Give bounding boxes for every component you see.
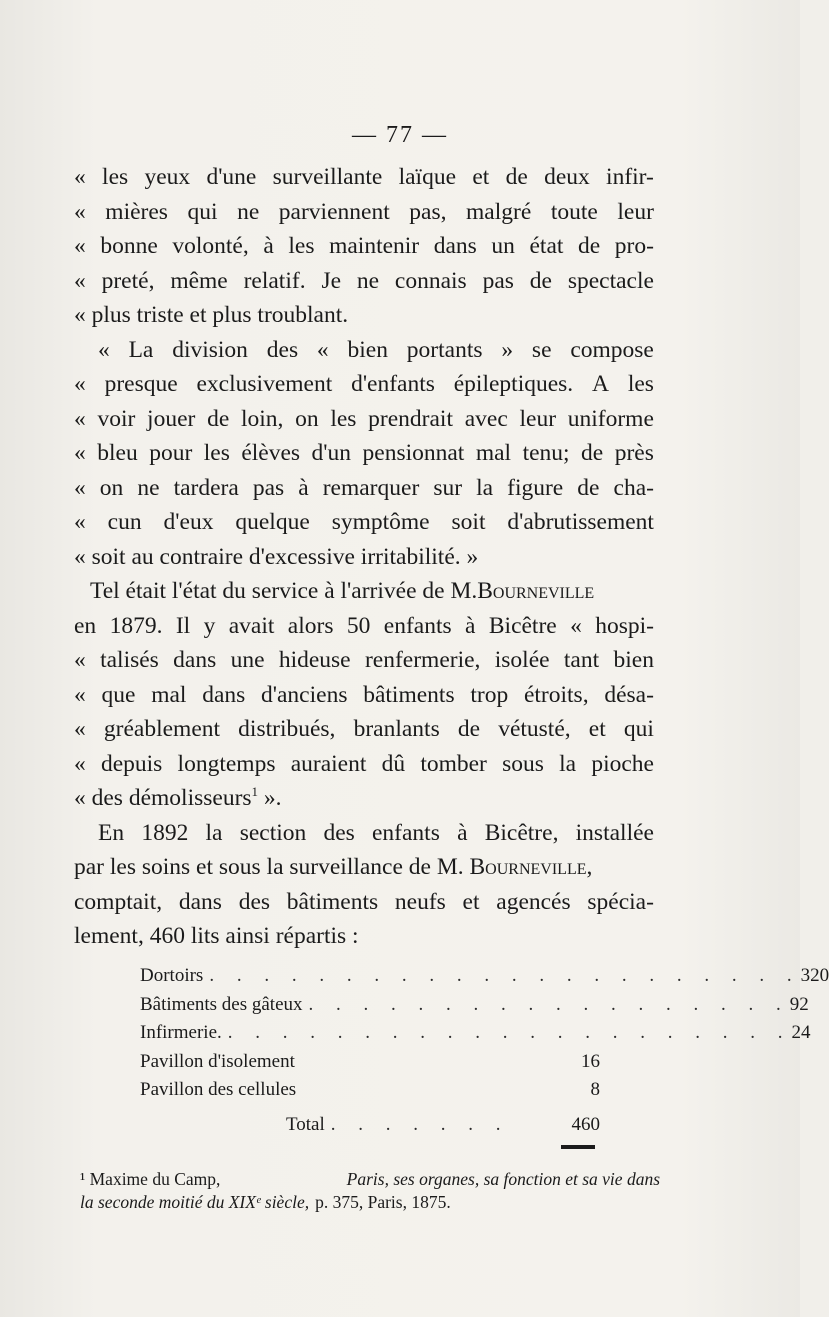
text-line: [74, 850, 654, 885]
word: des: [323, 819, 355, 846]
word: «: [74, 164, 86, 190]
text-line: [74, 609, 654, 644]
word: «: [74, 198, 86, 225]
word: La: [128, 336, 154, 363]
text-line: [74, 747, 654, 782]
word: soit: [451, 509, 486, 535]
row-label: Dortoirs: [140, 965, 204, 987]
table-row: [140, 962, 829, 991]
word: tardera: [173, 474, 239, 501]
word: d'abrutissement: [507, 509, 654, 535]
text-line: [74, 471, 654, 506]
word: connais: [394, 267, 467, 294]
word: voir: [97, 405, 136, 432]
word: distribués,: [238, 716, 336, 742]
word: «: [74, 509, 86, 535]
word: infir-: [606, 164, 654, 190]
word: 50: [346, 612, 371, 639]
word: longtemps: [177, 750, 276, 777]
text-line: [74, 264, 654, 299]
word: de: [529, 267, 552, 294]
word: la: [559, 750, 577, 777]
text-span: ¹ Maxime du Camp,: [80, 1169, 221, 1189]
word: prendrait: [368, 405, 453, 432]
word: «: [74, 681, 86, 708]
text-line: [74, 643, 654, 678]
word: «: [74, 233, 86, 259]
word: «: [74, 371, 86, 397]
row-label: Pavillon d'isolement: [140, 1050, 295, 1072]
word: ne: [356, 267, 380, 294]
text-span: p. 375, Paris, 1875.: [315, 1192, 451, 1212]
word: les: [288, 233, 315, 259]
word: gréablement: [103, 716, 221, 742]
word: leur: [617, 198, 654, 225]
word: étroits,: [523, 681, 589, 708]
word: bâtiments: [363, 681, 455, 708]
word: laïque: [398, 164, 457, 190]
row-label: Bâtiments des gâteux: [140, 993, 303, 1015]
word: enfants: [372, 819, 440, 846]
beds-table: [140, 962, 829, 1139]
word: pour: [149, 440, 193, 466]
word: pas: [252, 474, 285, 501]
text-line: [74, 195, 654, 230]
word: dans: [433, 233, 477, 259]
word: et: [588, 716, 606, 742]
text-line: [74, 678, 654, 713]
word: ne: [137, 474, 160, 501]
text-span: « soit au contraire d'excessive irritabilité. »: [74, 543, 479, 570]
text-line: [74, 781, 654, 816]
word: isolée: [494, 647, 550, 673]
word: toute: [550, 198, 598, 225]
text-line: [74, 436, 654, 471]
word: dû: [381, 750, 406, 777]
word: des: [266, 336, 299, 363]
word: enfants: [383, 612, 452, 639]
word: trop: [470, 681, 509, 708]
footnote-line: [80, 1168, 660, 1191]
word: vétusté,: [498, 716, 571, 742]
word: avait: [228, 612, 275, 639]
word: »: [501, 336, 514, 363]
leader-dots: . . . . . . . . . . . . . . . . . .: [308, 993, 790, 1015]
word: agencés: [496, 888, 571, 915]
table-row: [140, 1019, 811, 1048]
text-span: lement, 460 lits ainsi répartis :: [74, 923, 359, 949]
word: mières: [105, 198, 168, 225]
word: dans: [173, 647, 217, 673]
row-value: 8: [590, 1079, 600, 1101]
word: mal: [151, 681, 187, 708]
word: bleu: [97, 440, 138, 466]
word: talisés: [100, 647, 159, 673]
total-underline: [561, 1145, 595, 1149]
word: alors: [287, 612, 334, 639]
word: «: [74, 716, 86, 742]
word: d'enfants: [351, 371, 435, 397]
word: état: [529, 233, 564, 259]
text-line: [74, 540, 654, 575]
word: et: [472, 164, 490, 190]
page-number: — 77 —: [352, 122, 448, 148]
text-line: [74, 712, 654, 747]
word: 1892: [141, 819, 189, 846]
row-value: 24: [791, 1022, 811, 1044]
word: en: [74, 612, 97, 639]
word: tenu;: [522, 440, 570, 466]
word: Je: [321, 267, 342, 294]
word: ne: [237, 198, 260, 225]
word: à: [263, 233, 274, 259]
word: sur: [433, 474, 463, 501]
word: tomber: [420, 750, 487, 777]
word: loin,: [240, 405, 284, 432]
leader-dots: . . . . . . .: [330, 1113, 510, 1135]
text-line: [74, 574, 654, 609]
word: un: [491, 233, 515, 259]
word: renfermerie,: [364, 647, 481, 673]
word: des: [238, 888, 271, 915]
word: presque: [104, 371, 178, 397]
word: relatif.: [243, 267, 306, 294]
word: exclusivement: [196, 371, 333, 397]
word: comptait,: [74, 888, 163, 915]
word: Bicêtre,: [484, 819, 559, 846]
word: remarquer: [322, 474, 420, 501]
word: depuis: [100, 750, 163, 777]
word: pro-: [614, 233, 654, 259]
word: à: [465, 612, 476, 639]
footnote-line: [80, 1191, 660, 1214]
word: on: [295, 405, 319, 432]
word: installée: [575, 819, 654, 846]
word: bâtiments: [286, 888, 379, 915]
word: les: [627, 371, 654, 397]
word: une: [230, 647, 265, 673]
text-line: [74, 919, 654, 954]
word: et: [462, 888, 480, 915]
word: 1879.: [109, 612, 163, 639]
table-row: [140, 1076, 600, 1105]
word: branlants: [353, 716, 440, 742]
word: cun: [107, 509, 142, 535]
word: pas: [482, 267, 514, 294]
word: Bicêtre: [488, 612, 557, 639]
footnote: [80, 1168, 660, 1214]
word: maintenir: [329, 233, 420, 259]
word: désa-: [604, 681, 654, 708]
row-value: 320: [800, 965, 829, 987]
word: qui: [187, 198, 218, 225]
word: deux: [544, 164, 590, 190]
word: de: [457, 716, 481, 742]
table-row: [140, 1048, 600, 1077]
word: qui: [623, 716, 654, 742]
word: pioche: [591, 750, 654, 777]
footnote-ref: 1: [251, 784, 259, 800]
text-span: « plus triste et plus troublant.: [74, 302, 349, 328]
word: on: [99, 474, 124, 501]
word: malgré: [466, 198, 532, 225]
word: yeux: [144, 164, 191, 190]
text-span: « des démolisseurs: [74, 785, 252, 811]
word: de: [578, 233, 601, 259]
word: «: [570, 612, 582, 639]
word: division: [172, 336, 248, 363]
text-span: ».: [258, 785, 282, 811]
row-value: 92: [789, 993, 809, 1015]
word: épileptiques.: [453, 371, 574, 397]
word: Il: [175, 612, 191, 639]
word: d'eux: [163, 509, 214, 535]
word: bonne: [100, 233, 158, 259]
text-line: [74, 298, 654, 333]
word: que: [101, 681, 136, 708]
word: bien: [347, 336, 388, 363]
word: les: [330, 405, 357, 432]
word: «: [74, 474, 86, 501]
word: se: [531, 336, 552, 363]
word: dans: [202, 681, 246, 708]
word: leur: [519, 405, 557, 432]
word: dans: [178, 888, 222, 915]
word: spécia-: [587, 888, 654, 915]
word: «: [74, 750, 86, 777]
word: la: [476, 474, 494, 501]
row-label: Infirmerie.: [140, 1022, 222, 1044]
word: preté,: [101, 267, 155, 294]
word: de: [581, 440, 604, 466]
word: de: [505, 164, 528, 190]
word: symptôme: [331, 509, 430, 535]
text-line: [74, 333, 654, 368]
word: uniforme: [567, 405, 654, 432]
word: à: [457, 819, 468, 846]
leader-dots: . . . . . . . . . . . . . . . . . . . . . .: [209, 965, 801, 987]
text-span: ,: [586, 854, 593, 880]
word: «: [316, 336, 329, 363]
word: «: [98, 336, 110, 363]
word: à: [298, 474, 309, 501]
total-label: Total: [286, 1113, 325, 1135]
word: compose: [570, 336, 654, 363]
word: parviennent: [278, 198, 390, 225]
word: sous: [502, 750, 544, 777]
word: spectacle: [567, 267, 654, 294]
word: auraient: [290, 750, 367, 777]
row-label: Pavillon des cellules: [140, 1079, 297, 1101]
word: de: [577, 474, 600, 501]
word: hideuse: [278, 647, 351, 673]
word: les: [102, 164, 129, 190]
word: d'un: [311, 440, 352, 466]
table-row: [140, 991, 809, 1020]
word: y: [203, 612, 216, 639]
word: hospi-: [595, 612, 654, 639]
leader-dots: . . . . . . . . . . . . . . . . . . . . .: [227, 1022, 792, 1044]
book-title: Paris, ses organes, sa fonction et sa vie dans: [346, 1169, 660, 1189]
word: pensionnat: [362, 440, 465, 466]
word: d'anciens: [261, 681, 348, 708]
word: «: [74, 405, 86, 432]
word: mal: [475, 440, 512, 466]
text-span: Tel était l'état du service à l'arrivée de M.: [90, 578, 478, 604]
text-line: [74, 816, 654, 851]
word: pas,: [409, 198, 447, 225]
word: section: [239, 819, 307, 846]
text-span: par les soins et sous la surveillance de M.: [74, 854, 464, 880]
word: tant: [563, 647, 600, 673]
text-line: [74, 885, 654, 920]
word: figure: [507, 474, 564, 501]
word: quelque: [235, 509, 310, 535]
word: les: [203, 440, 230, 466]
word: élèves: [241, 440, 301, 466]
word: avec: [464, 405, 508, 432]
book-title: la seconde moitié du XIXᵉ siècle,: [80, 1192, 310, 1212]
row-value: 16: [581, 1050, 600, 1072]
text-line: [74, 229, 654, 264]
word: «: [74, 267, 86, 294]
word: de: [207, 405, 230, 432]
text-line: [74, 505, 654, 540]
word: près: [614, 440, 654, 466]
word: «: [74, 440, 86, 466]
total-value: 460: [571, 1113, 600, 1135]
word: jouer: [147, 405, 196, 432]
word: la: [205, 819, 223, 846]
word: surveillante: [272, 164, 383, 190]
word: neufs: [394, 888, 446, 915]
word: portants: [406, 336, 483, 363]
body-text: [74, 160, 654, 954]
word: cha-: [613, 474, 654, 501]
word: En: [98, 819, 125, 846]
word: même: [170, 267, 228, 294]
text-line: [74, 402, 654, 437]
text-line: [74, 367, 654, 402]
word: A: [592, 371, 609, 397]
author-name: Bourneville: [477, 578, 595, 604]
word: volonté,: [172, 233, 249, 259]
author-name: Bourneville: [469, 854, 587, 880]
word: «: [74, 647, 86, 673]
table-total-row: [140, 1111, 600, 1140]
word: d'une: [206, 164, 257, 190]
word: bien: [613, 647, 654, 673]
text-line: [74, 160, 654, 195]
